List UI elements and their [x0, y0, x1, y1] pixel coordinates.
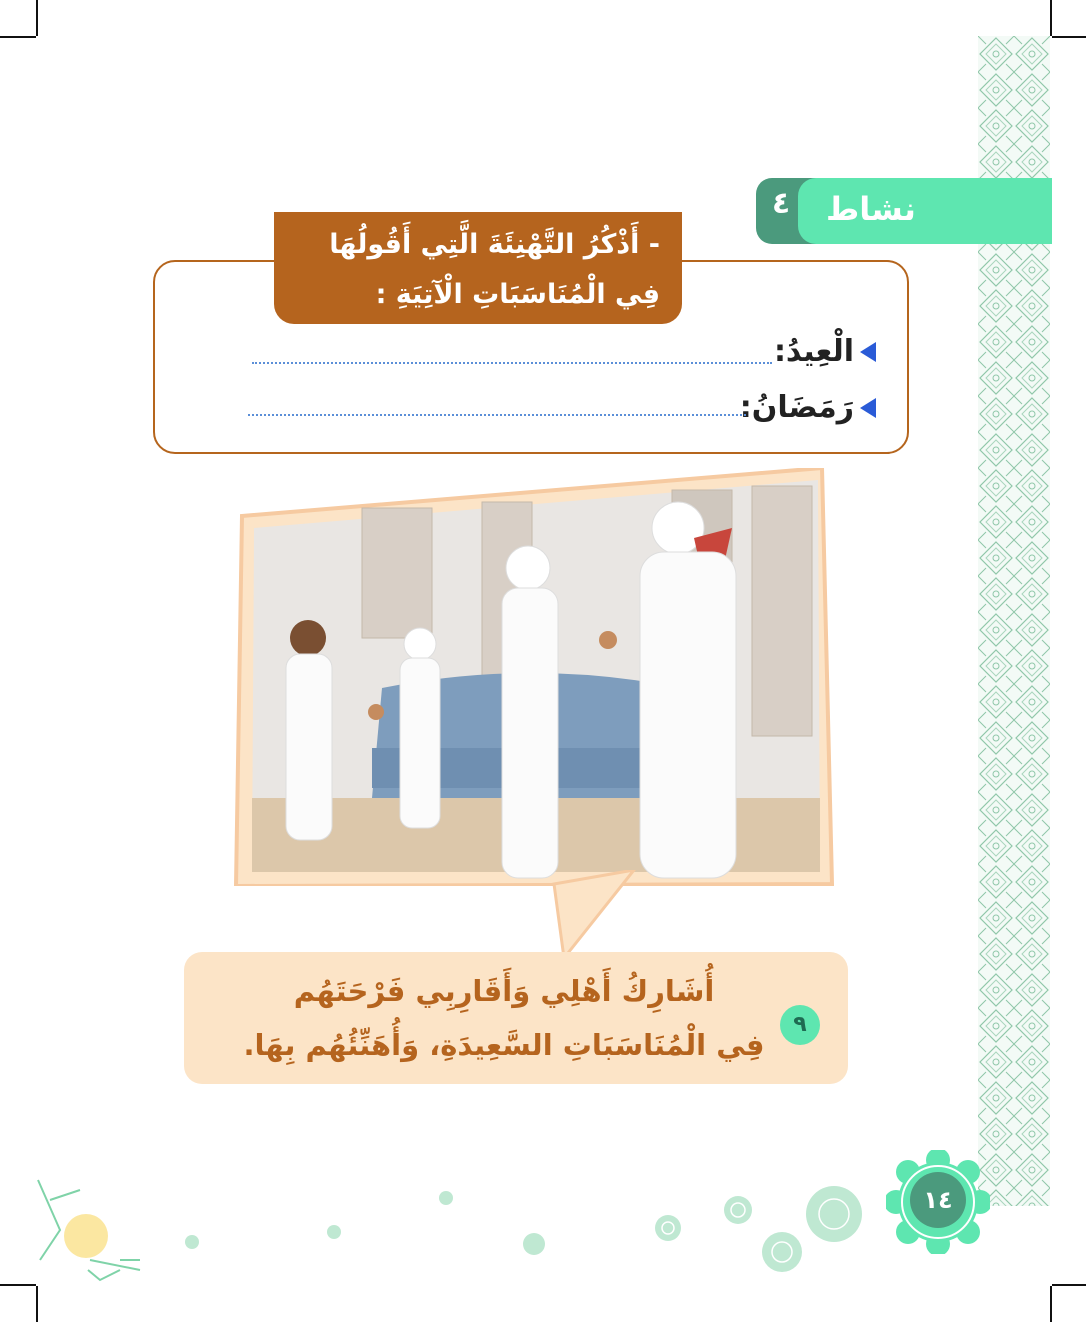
prompt-label-eid: الْعِيدُ:	[773, 334, 854, 369]
prompt-label-ramadan: رَمَضَانُ:	[739, 390, 854, 425]
activity-number: ٤	[771, 186, 791, 221]
value-number-badge: ٩	[780, 1005, 820, 1045]
value-statement-text	[224, 964, 784, 1072]
prompt-eid	[774, 334, 876, 369]
answer-line-eid[interactable]	[252, 362, 772, 364]
value-statement-box	[184, 952, 848, 1084]
crop-mark	[1052, 36, 1086, 38]
pointer-triangle-icon	[860, 342, 876, 362]
instruction-banner: - أَذْكُرُ التَّهْنِئَةَ الَّتِي أَقُولُهَا فِي الْمُنَاسَبَاتِ الْآتِيَةِ :	[274, 212, 682, 324]
crop-mark	[1050, 0, 1052, 36]
speech-bubble-tail	[550, 870, 640, 960]
activity-header-tab	[756, 178, 1052, 244]
pointer-triangle-icon	[860, 398, 876, 418]
prompt-ramadan	[740, 390, 876, 425]
value-line-1: أُشَارِكُ أَهْلِي وَأَقَارِبِي فَرْحَتَهُم	[293, 974, 715, 1008]
crop-mark	[0, 36, 36, 38]
answer-line-ramadan[interactable]	[248, 414, 746, 416]
value-line-2: فِي الْمُنَاسَبَاتِ السَّعِيدَةِ، وَأُهَنِّئُهُم بِهَا.	[243, 1028, 765, 1062]
page-number: ١٤	[910, 1172, 966, 1228]
crop-mark	[36, 0, 38, 36]
activity-label: نشاط	[826, 190, 916, 228]
greeting-photo	[232, 468, 834, 886]
